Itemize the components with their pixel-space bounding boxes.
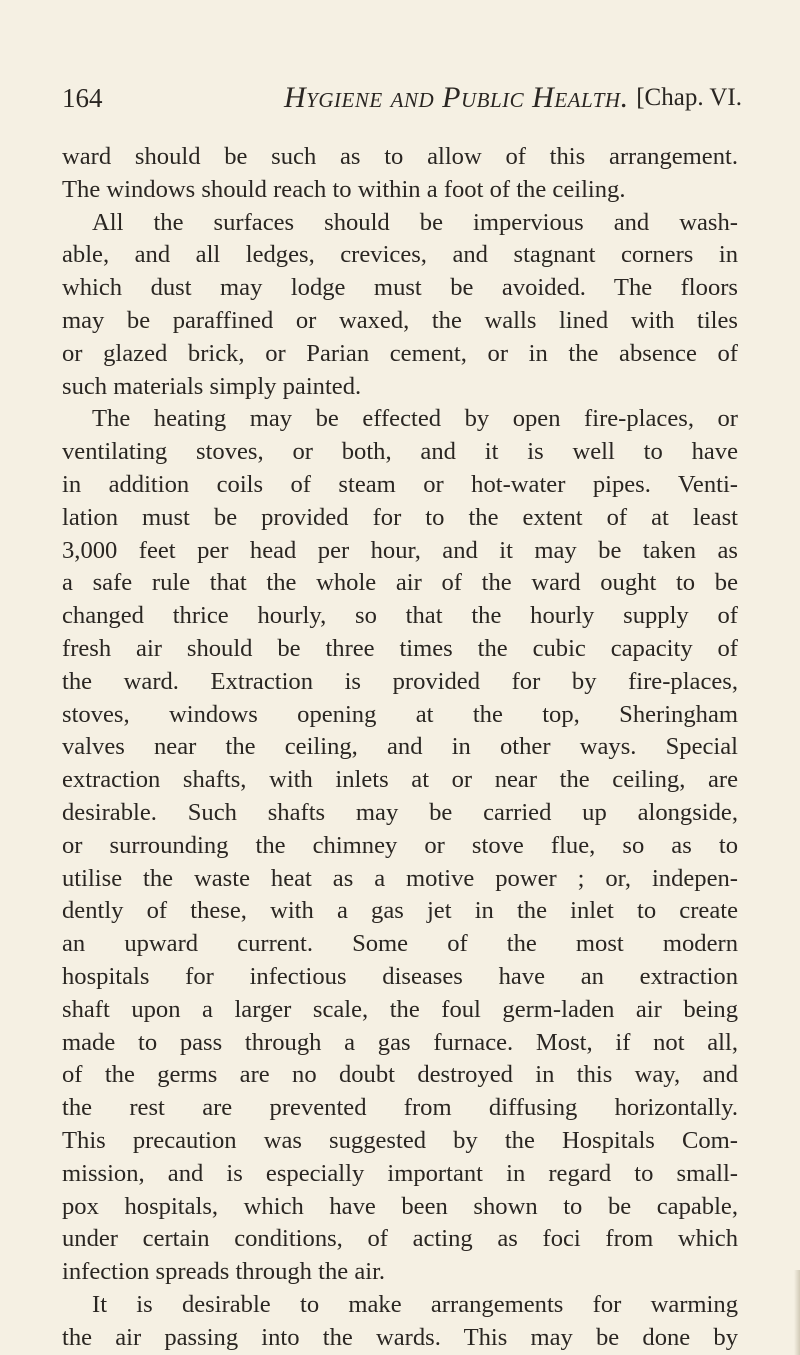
text-line: lation must be provided for to the extent of at least <box>62 503 738 531</box>
text-line: dently of these, with a gas jet in the inlet to create <box>62 897 738 925</box>
text-line: shaft upon a larger scale, the foul germ-laden air being <box>62 995 738 1023</box>
text-line: This precaution was suggested by the Hospitals Com- <box>62 1126 738 1154</box>
scan-edge-shadow <box>794 1270 800 1355</box>
page-number: 164 <box>62 83 103 113</box>
text-line: such materials simply painted. <box>62 372 362 400</box>
text-line: hospitals for infectious diseases have an extraction <box>62 962 738 990</box>
text-line: stoves, windows opening at the top, Sheringham <box>62 700 738 728</box>
text-line: utilise the waste heat as a motive power ; or, indepen- <box>62 864 738 892</box>
text-line: able, and all ledges, crevices, and stagnant corners in <box>62 241 738 269</box>
text-line: the rest are prevented from diffusing horizontally. <box>62 1094 738 1122</box>
text-line: desirable. Such shafts may be carried up alongside, <box>62 798 738 826</box>
text-line: ventilating stoves, or both, and it is well to have <box>62 438 738 466</box>
text-line: of the germs are no doubt destroyed in this way, and <box>62 1061 738 1089</box>
running-title: Hygiene and Public Health. <box>284 81 629 114</box>
text-line: an upward current. Some of the most modern <box>62 930 738 958</box>
text-line: All the surfaces should be impervious and wash- <box>92 208 738 236</box>
text-line: fresh air should be three times the cubic capacity of <box>62 634 738 662</box>
text-line: pox hospitals, which have been shown to be capable, <box>62 1192 738 1220</box>
text-line: or surrounding the chimney or stove flue, so as to <box>62 831 738 859</box>
text-line: which dust may lodge must be avoided. The floors <box>62 274 738 302</box>
text-line: changed thrice hourly, so that the hourly supply of <box>62 602 738 630</box>
text-line: under certain conditions, of acting as foci from which <box>62 1225 738 1253</box>
text-line: mission, and is especially important in regard to small- <box>62 1159 738 1187</box>
text-line: 3,000 feet per head per hour, and it may be taken as <box>62 536 738 564</box>
text-line: infection spreads through the air. <box>62 1258 386 1286</box>
text-line: the air passing into the wards. This may be done by <box>62 1323 738 1351</box>
text-line: The heating may be effected by open fire-places, or <box>92 405 738 433</box>
body-text <box>62 141 738 1354</box>
text-line: The windows should reach to within a foot of the ceiling. <box>62 175 626 203</box>
text-line: made to pass through a gas furnace. Most, if not all, <box>62 1028 738 1056</box>
text-line: extraction shafts, with inlets at or near the ceiling, are <box>62 766 738 794</box>
chapter-reference: [Chap. VI. <box>636 84 742 111</box>
text-line: It is desirable to make arrangements for warming <box>92 1290 738 1318</box>
text-line: valves near the ceiling, and in other ways. Special <box>62 733 738 761</box>
text-line: ward should be such as to allow of this arrangement. <box>62 143 738 170</box>
text-line: a safe rule that the whole air of the ward ought to be <box>62 569 738 597</box>
text-line: the ward. Extraction is provided for by fire-places, <box>62 667 738 695</box>
text-line: in addition coils of steam or hot-water pipes. Venti- <box>62 470 738 498</box>
text-line: or glazed brick, or Parian cement, or in the absence of <box>62 339 738 367</box>
text-line: may be paraffined or waxed, the walls lined with tiles <box>62 306 738 334</box>
running-header <box>62 78 742 118</box>
